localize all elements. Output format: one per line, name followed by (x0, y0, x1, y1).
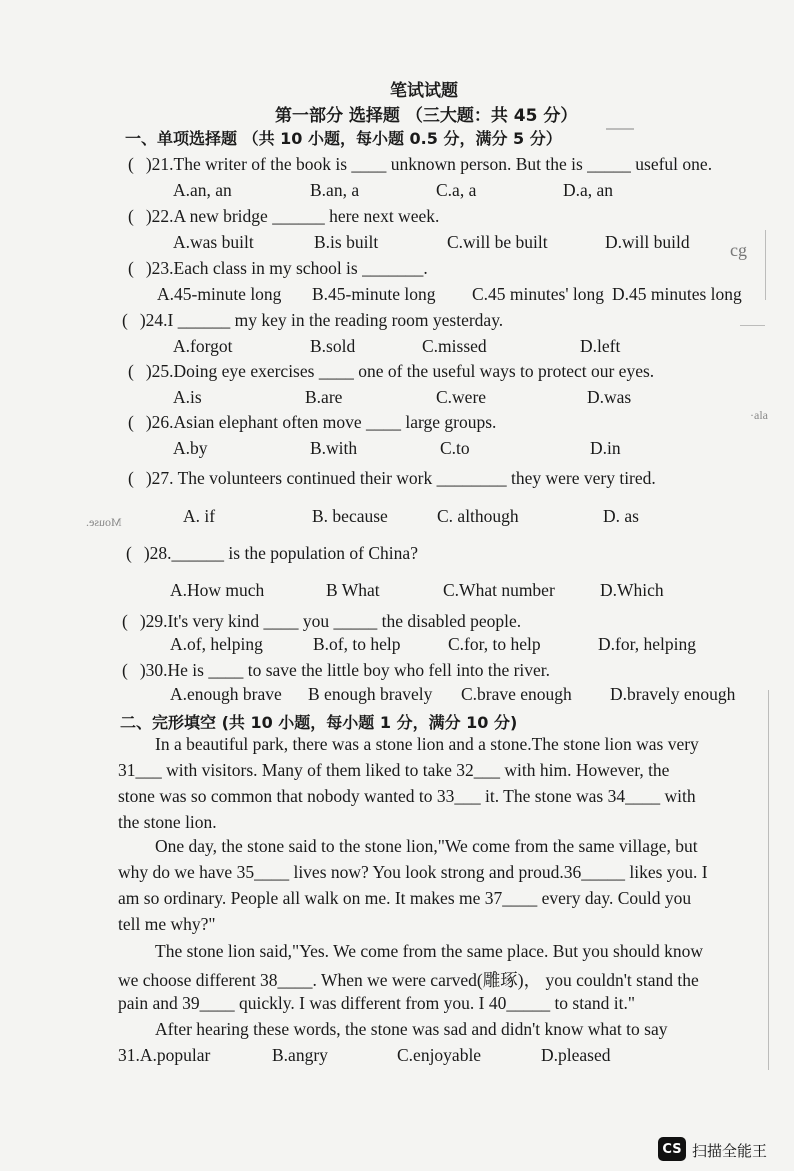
question-29: ( )29.It's very kind ____ you _____ the disabled people. (122, 611, 522, 631)
q25-option-c: C.were (436, 387, 487, 407)
question-21: ( )21.The writer of the book is ____ unknown person. But the is _____ useful one. (128, 154, 713, 174)
passage-line: am so ordinary. People all walk on me. It makes me 37____ every day. Could you (118, 888, 692, 908)
passage-line: why do we have 35____ lives now? You look strong and proud.36_____ likes you. I (118, 862, 708, 882)
q27-option-c: C. although (437, 506, 519, 526)
camscanner-logo: CS (658, 1137, 686, 1161)
question-30: ( )30.He is ____ to save the little boy who fell into the river. (122, 660, 551, 680)
question-26: ( )26.Asian elephant often move ____ large groups. (128, 412, 497, 432)
q26-option-c: C.to (440, 438, 470, 458)
part-heading: 第一部分 选择题 （三大题：共 45 分） (275, 106, 578, 126)
question-24: ( )24.I ______ my key in the reading room yesterday. (122, 310, 504, 330)
q29-option-d: D.for, helping (598, 634, 696, 654)
q24-option-a: A.forgot (173, 336, 233, 356)
scan-mark (740, 325, 765, 326)
margin-mark: cg (730, 240, 747, 260)
q30-option-a: A.enough brave (170, 684, 282, 704)
question-22: ( )22.A new bridge ______ here next week. (128, 206, 440, 226)
q30-option-b: B enough bravely (308, 684, 433, 704)
question-25: ( )25.Doing eye exercises ____ one of the useful ways to protect our eyes. (128, 361, 655, 381)
q27-option-b: B. because (312, 506, 388, 526)
q28-option-d: D.Which (600, 580, 664, 600)
q29-option-c: C.for, to help (448, 634, 541, 654)
q23-option-b: B.45-minute long (312, 284, 436, 304)
q31-option-d: D.pleased (541, 1045, 611, 1065)
question-28: ( )28.______ is the population of China? (126, 543, 418, 563)
q31-option-c: C.enjoyable (397, 1045, 482, 1065)
scan-mark (765, 230, 766, 300)
q21-option-c: C.a, a (436, 180, 477, 200)
question-23: ( )23.Each class in my school is _______. (128, 258, 428, 278)
q22-option-d: D.will build (605, 232, 690, 252)
passage-line: One day, the stone said to the stone lion,"We come from the same village, but (155, 836, 698, 856)
q23-option-c: C.45 minutes' long (472, 284, 604, 304)
q25-option-a: A.is (173, 387, 202, 407)
q23-option-d: D.45 minutes long (612, 284, 742, 304)
page-title: 笔试试题 (390, 81, 458, 101)
q29-option-b: B.of, to help (313, 634, 401, 654)
section2-heading: 二、完形填空 (共 10 小题，每小题 1 分，满分 10 分) (120, 713, 518, 732)
section1-heading: 一、单项选择题 （共 10 小题，每小题 0.5 分，满分 5 分） (125, 129, 562, 148)
passage-line: 31___ with visitors. Many of them liked to take 32___ with him. However, the (118, 760, 670, 780)
passage-line: After hearing these words, the stone was sad and didn't know what to say (155, 1019, 668, 1039)
q25-option-b: B.are (305, 387, 343, 407)
q22-option-b: B.is built (314, 232, 379, 252)
margin-mark: Mouse. (86, 515, 122, 529)
q23-option-a: A.45-minute long (157, 284, 282, 304)
q29-option-a: A.of, helping (170, 634, 263, 654)
q27-option-a: A. if (183, 506, 216, 526)
q22-option-c: C.will be built (447, 232, 548, 252)
passage-line: stone was so common that nobody wanted to 33___ it. The stone was 34____ with (118, 786, 696, 806)
q26-option-d: D.in (590, 438, 621, 458)
passage-line: In a beautiful park, there was a stone lion and a stone.The stone lion was very (155, 734, 699, 754)
camscanner-text: 扫描全能王 (692, 1142, 768, 1160)
q24-option-d: D.left (580, 336, 621, 356)
passage-line: the stone lion. (118, 812, 217, 832)
q24-option-c: C.missed (422, 336, 487, 356)
scan-mark (768, 690, 769, 1070)
q31-option-b: B.angry (272, 1045, 328, 1065)
q28-option-b: B What (326, 580, 380, 600)
passage-line: pain and 39____ quickly. I was different from you. I 40_____ to stand it." (118, 993, 635, 1013)
q21-option-a: A.an, an (173, 180, 232, 200)
q27-option-d: D. as (603, 506, 639, 526)
scan-mark (606, 128, 634, 130)
q24-option-b: B.sold (310, 336, 356, 356)
q26-option-a: A.by (173, 438, 208, 458)
q28-option-c: C.What number (443, 580, 555, 600)
q31-option-a: 31.A.popular (118, 1045, 211, 1065)
q21-option-d: D.a, an (563, 180, 614, 200)
q30-option-c: C.brave enough (461, 684, 572, 704)
q22-option-a: A.was built (173, 232, 254, 252)
passage-line: The stone lion said,"Yes. We come from the same place. But you should know (155, 941, 703, 961)
q28-option-a: A.How much (170, 580, 265, 600)
passage-line: tell me why?" (118, 914, 216, 934)
question-27: ( )27. The volunteers continued their work ________ they were very tired. (128, 468, 656, 488)
q26-option-b: B.with (310, 438, 358, 458)
q21-option-b: B.an, a (310, 180, 360, 200)
q25-option-d: D.was (587, 387, 632, 407)
margin-mark: ·ala (750, 408, 768, 422)
passage-line: we choose different 38____. When we were carved(雕琢)， you couldn't stand the (118, 970, 699, 990)
q30-option-d: D.bravely enough (610, 684, 736, 704)
